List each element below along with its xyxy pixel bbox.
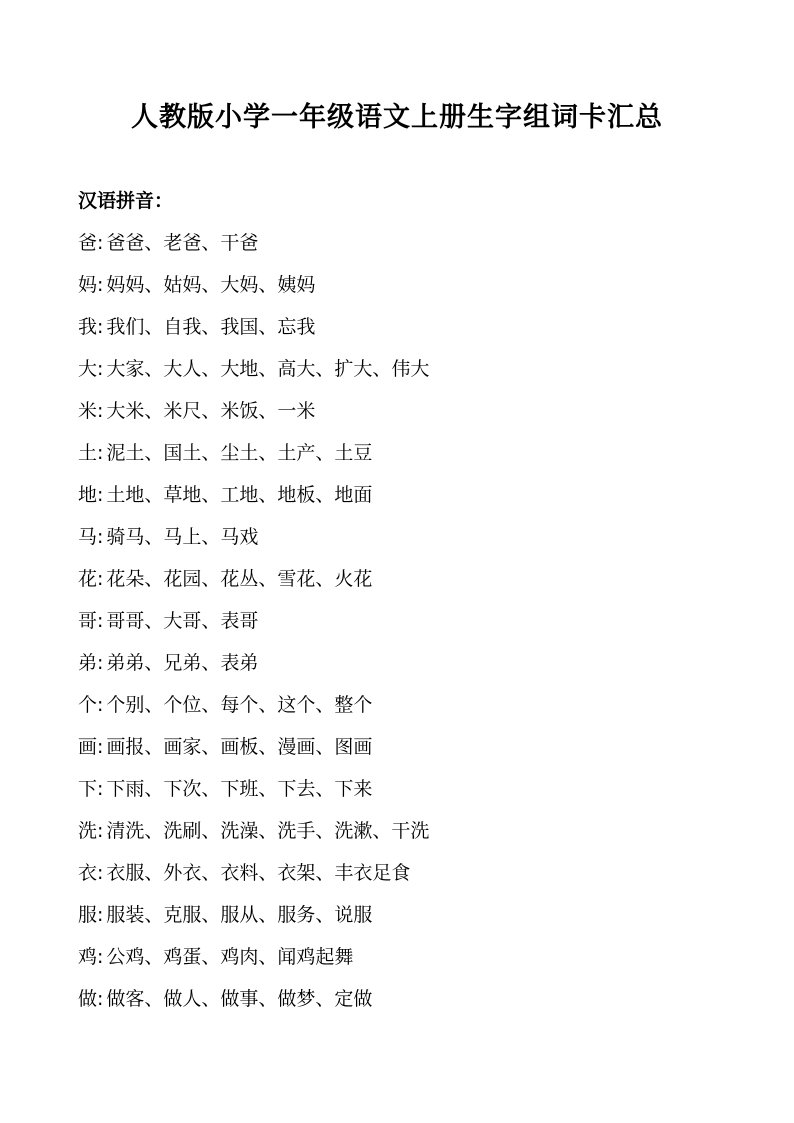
word-entry: [78, 816, 738, 858]
document-title: 人教版小学一年级语文上册生字组词卡汇总: [131, 102, 663, 133]
entry-character: 个: [78, 694, 98, 716]
word-entry: [78, 480, 738, 522]
entry-separator: :: [97, 820, 104, 842]
entry-character: 地: [78, 484, 98, 506]
entry-character: 做: [78, 988, 98, 1010]
entry-words: 下雨、下次、下班、下去、下来: [106, 778, 373, 800]
entry-separator: :: [97, 358, 104, 380]
entry-words: 画报、画家、画板、漫画、图画: [106, 736, 373, 758]
entry-words: 我们、自我、我国、忘我: [106, 316, 316, 338]
entry-separator: :: [97, 526, 104, 548]
entry-words: 衣服、外衣、衣料、衣架、丰衣足食: [106, 862, 411, 884]
word-entry: [78, 732, 738, 774]
entry-character: 洗: [78, 820, 98, 842]
word-entry: [78, 228, 738, 270]
word-entry: [78, 564, 738, 606]
entry-separator: :: [97, 316, 104, 338]
entry-words: 花朵、花园、花丛、雪花、火花: [106, 568, 373, 590]
entry-separator: :: [97, 778, 104, 800]
entry-separator: :: [97, 736, 104, 758]
entry-words: 泥土、国土、尘土、土产、土豆: [106, 442, 373, 464]
entry-character: 土: [78, 442, 98, 464]
entry-character: 爸: [78, 232, 98, 254]
word-entry: [78, 396, 738, 438]
word-entry: [78, 648, 738, 690]
entry-words: 爸爸、老爸、干爸: [106, 232, 259, 254]
entry-character: 米: [78, 400, 98, 422]
entry-words: 清洗、洗刷、洗澡、洗手、洗漱、干洗: [106, 820, 430, 842]
entry-words: 妈妈、姑妈、大妈、姨妈: [106, 274, 316, 296]
entry-separator: :: [97, 610, 104, 632]
entry-character: 哥: [78, 610, 98, 632]
entry-character: 服: [78, 904, 98, 926]
word-entry: [78, 900, 738, 942]
entry-words: 哥哥、大哥、表哥: [106, 610, 259, 632]
entry-character: 衣: [78, 862, 98, 884]
entry-separator: :: [97, 568, 104, 590]
entry-words: 土地、草地、工地、地板、地面: [106, 484, 373, 506]
entry-words: 骑马、马上、马戏: [106, 526, 259, 548]
entry-character: 马: [78, 526, 98, 548]
entry-character: 下: [78, 778, 98, 800]
word-entry: [78, 858, 738, 900]
word-entry-list: [78, 228, 738, 1026]
entry-separator: :: [97, 862, 104, 884]
entry-separator: :: [97, 694, 104, 716]
entry-character: 花: [78, 568, 98, 590]
word-entry: [78, 270, 738, 312]
entry-words: 大家、大人、大地、高大、扩大、伟大: [106, 358, 430, 380]
entry-separator: :: [97, 946, 104, 968]
entry-character: 弟: [78, 652, 98, 674]
word-entry: [78, 690, 738, 732]
entry-separator: :: [97, 904, 104, 926]
word-entry: [78, 606, 738, 648]
entry-character: 鸡: [78, 946, 98, 968]
word-entry: [78, 522, 738, 564]
word-entry: [78, 354, 738, 396]
entry-words: 做客、做人、做事、做梦、定做: [106, 988, 373, 1010]
entry-separator: :: [97, 442, 104, 464]
entry-words: 大米、米尺、米饭、一米: [106, 400, 316, 422]
word-entry: [78, 984, 738, 1026]
entry-character: 大: [78, 358, 98, 380]
entry-separator: :: [97, 232, 104, 254]
word-entry: [78, 774, 738, 816]
entry-words: 服装、克服、服从、服务、说服: [106, 904, 373, 926]
entry-separator: :: [97, 988, 104, 1010]
word-entry: [78, 438, 738, 480]
word-entry: [78, 312, 738, 354]
entry-character: 画: [78, 736, 98, 758]
word-entry: [78, 942, 738, 984]
entry-words: 公鸡、鸡蛋、鸡肉、闻鸡起舞: [106, 946, 354, 968]
entry-words: 个别、个位、每个、这个、整个: [106, 694, 373, 716]
entry-separator: :: [97, 400, 104, 422]
entry-character: 我: [78, 316, 98, 338]
entry-separator: :: [97, 274, 104, 296]
entry-character: 妈: [78, 274, 98, 296]
entry-separator: :: [97, 652, 104, 674]
entry-words: 弟弟、兄弟、表弟: [106, 652, 259, 674]
section-heading: 汉语拼音：: [78, 190, 174, 212]
entry-separator: :: [97, 484, 104, 506]
